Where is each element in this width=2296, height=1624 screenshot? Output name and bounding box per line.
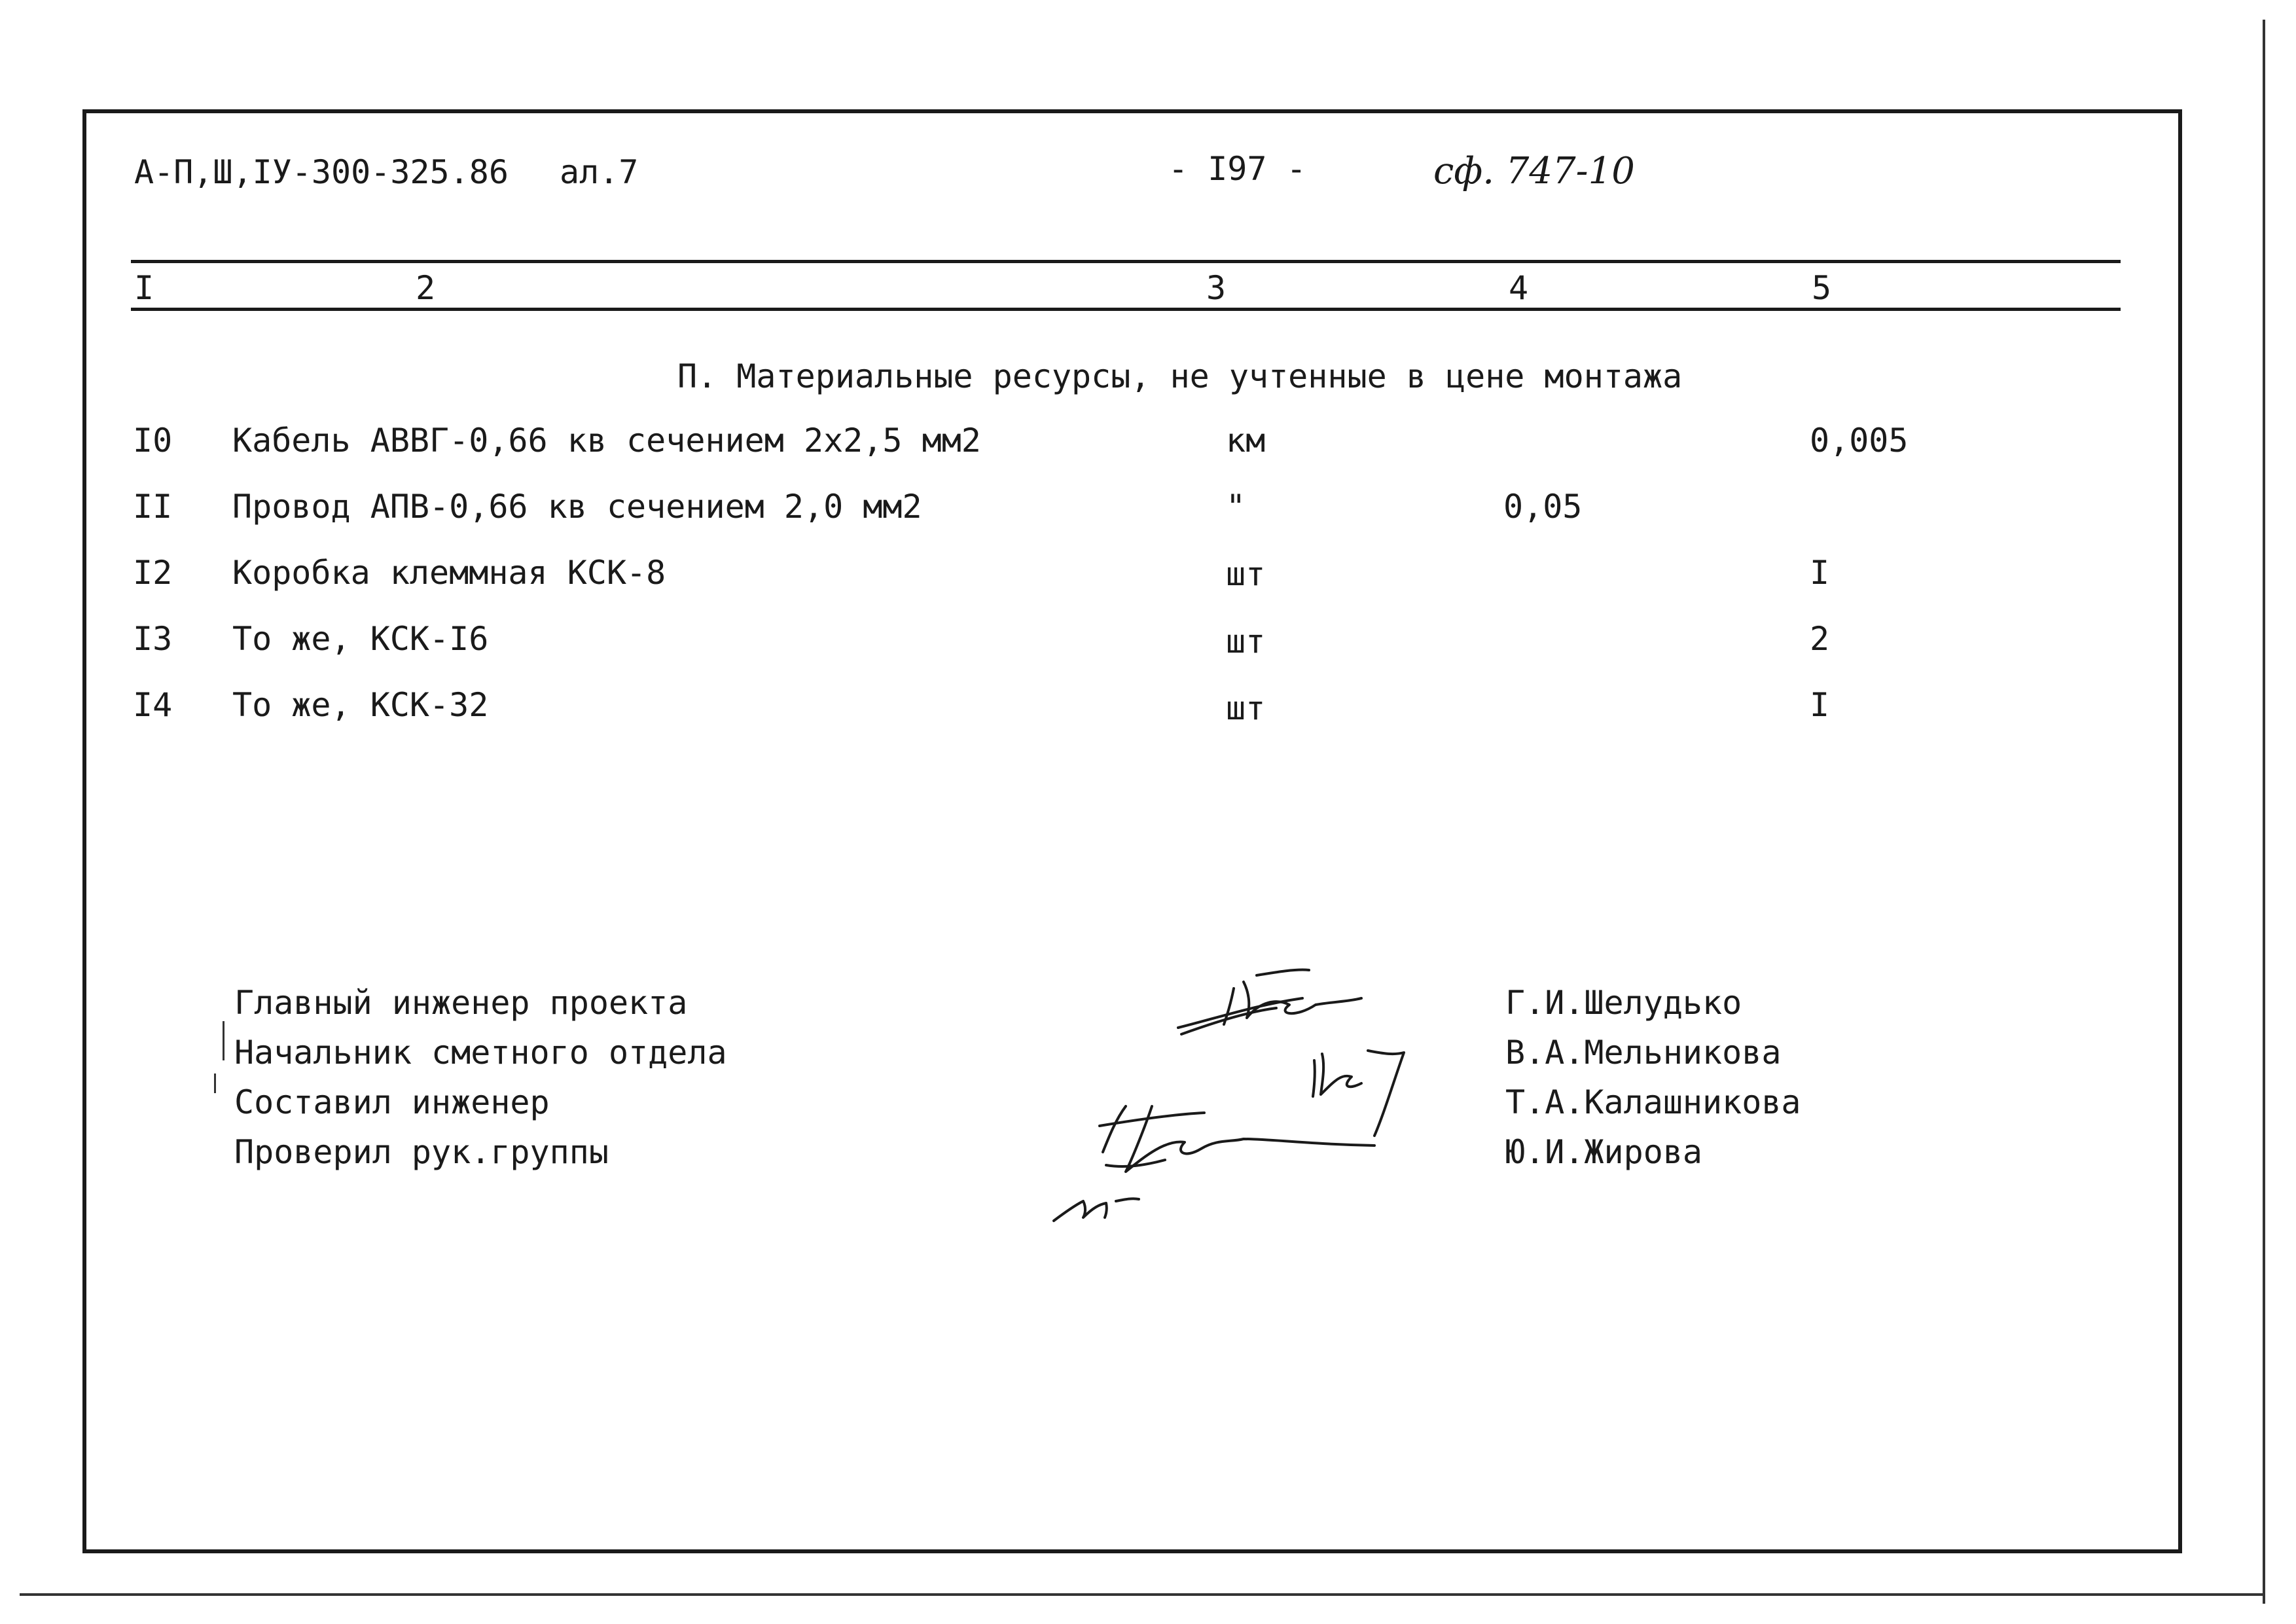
- row-number: I3: [133, 620, 173, 658]
- column-header-4: 4: [1509, 269, 1529, 307]
- row-unit: км: [1226, 422, 1266, 460]
- signature-name: Ю.И.Жирова: [1505, 1133, 1703, 1171]
- signature-role: Составил инженер: [234, 1083, 550, 1121]
- column-header-1: I: [134, 269, 154, 307]
- row-number: II: [133, 488, 173, 526]
- row-col5: I: [1810, 686, 1830, 724]
- handwritten-reference: сф. 747-10: [1433, 150, 1635, 192]
- row-col5: I: [1810, 554, 1830, 592]
- signature-role: Начальник сметного отдела: [234, 1034, 727, 1072]
- row-name: То же, КСК-I6: [232, 620, 489, 658]
- column-header-5: 5: [1812, 269, 1832, 307]
- signature-role: Проверил рук.группы: [234, 1133, 609, 1171]
- column-header-2: 2: [416, 269, 436, 307]
- row-number: I2: [133, 554, 173, 592]
- signature-name: Т.А.Калашникова: [1505, 1083, 1801, 1121]
- signature-role: Главный инженер проекта: [234, 984, 688, 1022]
- column-header-bottom-rule: [131, 308, 2121, 311]
- row-number: I0: [133, 422, 173, 460]
- row-name: Коробка клеммная КСК-8: [232, 554, 666, 592]
- row-col5: 0,005: [1810, 422, 1909, 460]
- sheet-label: ал.7: [560, 153, 639, 191]
- signature-name: Г.И.Шелудько: [1505, 984, 1742, 1022]
- column-header-top-rule: [131, 260, 2121, 263]
- row-unit: шт: [1226, 623, 1266, 660]
- row-name: Провод АПВ-0,66 кв сечением 2,0 мм2: [232, 488, 922, 526]
- document-code: А-П,Ш,IУ-300-325.86: [134, 153, 509, 191]
- page-number: - I97 -: [1168, 150, 1306, 188]
- handwritten-signatures: [969, 943, 1505, 1231]
- scan-edge-right: [2263, 20, 2265, 1604]
- row-col5: 2: [1810, 620, 1830, 658]
- row-unit: ": [1226, 488, 1246, 526]
- row-name: Кабель АВВГ-0,66 кв сечением 2х2,5 мм2: [232, 422, 981, 460]
- row-col4: 0,05: [1503, 488, 1583, 526]
- margin-tick: [223, 1021, 224, 1060]
- page-frame: [82, 109, 2182, 1553]
- margin-tick: [214, 1074, 216, 1093]
- scan-edge-bottom: [20, 1593, 2265, 1596]
- row-number: I4: [133, 686, 173, 724]
- column-header-3: 3: [1206, 269, 1227, 307]
- section-title: П. Материальные ресурсы, не учтенные в цене монтажа: [677, 357, 1683, 395]
- row-name: То же, КСК-32: [232, 686, 489, 724]
- row-unit: шт: [1226, 555, 1266, 593]
- row-unit: шт: [1226, 689, 1266, 727]
- signature-name: В.А.Мельникова: [1505, 1034, 1782, 1072]
